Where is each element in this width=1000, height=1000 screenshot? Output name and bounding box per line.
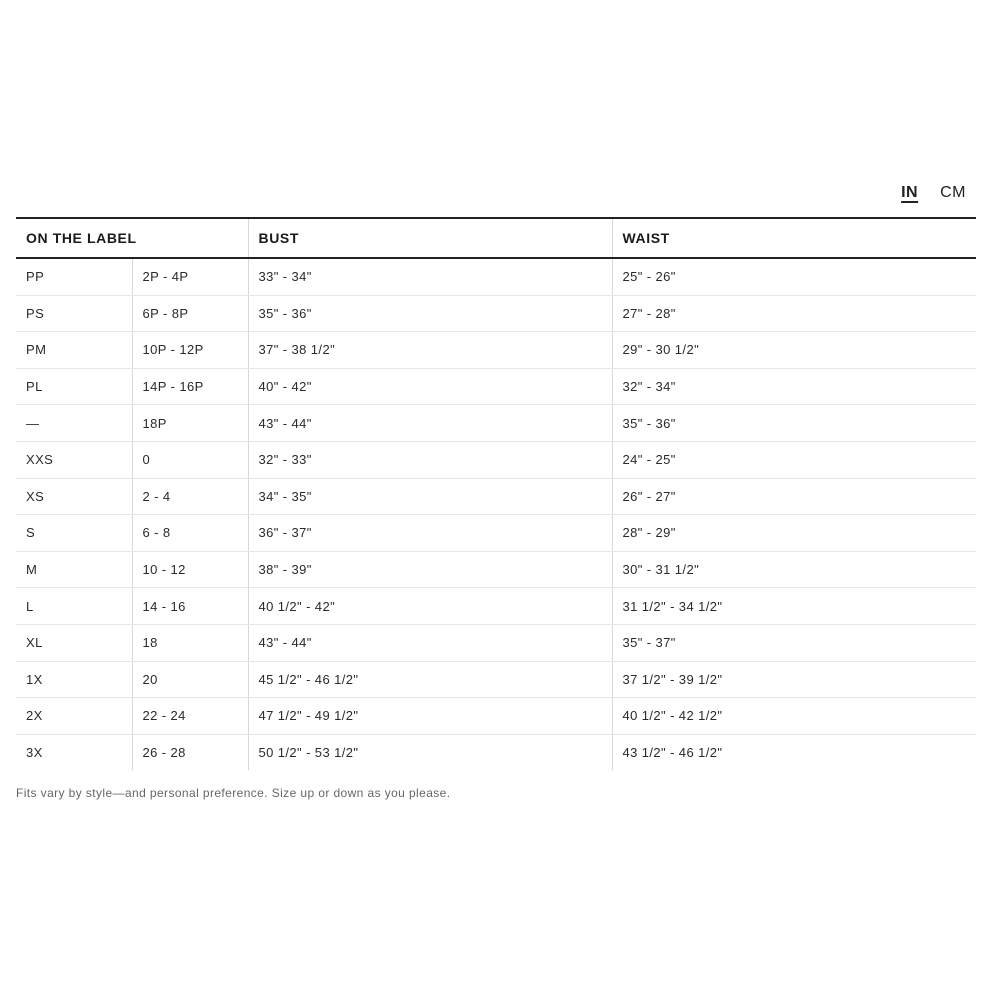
cell-size: 10P - 12P	[132, 332, 248, 369]
table-row	[16, 478, 976, 515]
table-row	[16, 661, 976, 698]
unit-option-in[interactable]: IN	[901, 184, 919, 201]
cell-waist: 35" - 36"	[612, 405, 976, 442]
cell-label: PP	[16, 258, 132, 295]
cell-waist: 35" - 37"	[612, 624, 976, 661]
cell-size: 14P - 16P	[132, 368, 248, 405]
cell-size: 6P - 8P	[132, 295, 248, 332]
size-chart-table	[16, 217, 976, 770]
cell-waist: 29" - 30 1/2"	[612, 332, 976, 369]
cell-bust: 43" - 44"	[248, 624, 612, 661]
cell-bust: 47 1/2" - 49 1/2"	[248, 698, 612, 735]
cell-label: XS	[16, 478, 132, 515]
cell-bust: 34" - 35"	[248, 478, 612, 515]
table-row	[16, 588, 976, 625]
cell-bust: 35" - 36"	[248, 295, 612, 332]
header-on-the-label: ON THE LABEL	[26, 230, 137, 246]
cell-size: 18P	[132, 405, 248, 442]
cell-waist: 28" - 29"	[612, 515, 976, 552]
table-row	[16, 515, 976, 552]
cell-size: 26 - 28	[132, 734, 248, 770]
unit-option-cm[interactable]: CM	[940, 184, 966, 201]
unit-toggle	[901, 184, 966, 202]
table-row	[16, 624, 976, 661]
cell-label: PM	[16, 332, 132, 369]
cell-waist: 24" - 25"	[612, 441, 976, 478]
cell-label: PS	[16, 295, 132, 332]
cell-label: L	[16, 588, 132, 625]
table-row	[16, 295, 976, 332]
cell-label: M	[16, 551, 132, 588]
cell-label: XXS	[16, 441, 132, 478]
cell-bust: 43" - 44"	[248, 405, 612, 442]
header-bust: BUST	[248, 218, 612, 258]
table-header-row	[16, 218, 976, 258]
cell-size: 18	[132, 624, 248, 661]
cell-label: S	[16, 515, 132, 552]
header-waist: WAIST	[612, 218, 976, 258]
cell-label: 3X	[26, 745, 43, 761]
cell-label: —	[16, 405, 132, 442]
fit-footnote: Fits vary by style—and personal preference. Size up or down as you please.	[16, 786, 451, 800]
cell-label: XL	[16, 624, 132, 661]
cell-size: 10 - 12	[132, 551, 248, 588]
cell-waist: 27" - 28"	[612, 295, 976, 332]
cell-bust: 37" - 38 1/2"	[248, 332, 612, 369]
cell-bust: 40" - 42"	[248, 368, 612, 405]
table-body	[16, 258, 976, 770]
cell-bust: 32" - 33"	[248, 441, 612, 478]
cell-waist: 43 1/2" - 46 1/2"	[612, 734, 976, 770]
cell-size: 6 - 8	[132, 515, 248, 552]
cell-size: 14 - 16	[132, 588, 248, 625]
cell-size: 2 - 4	[132, 478, 248, 515]
table-row	[16, 258, 976, 295]
cell-bust: 36" - 37"	[248, 515, 612, 552]
cell-waist: 26" - 27"	[612, 478, 976, 515]
cell-waist: 30" - 31 1/2"	[612, 551, 976, 588]
cell-bust: 38" - 39"	[248, 551, 612, 588]
cell-bust: 40 1/2" - 42"	[248, 588, 612, 625]
cell-waist: 32" - 34"	[612, 368, 976, 405]
cell-size: 2P - 4P	[132, 258, 248, 295]
table-row	[16, 441, 976, 478]
cell-waist: 25" - 26"	[612, 258, 976, 295]
table-row	[16, 698, 976, 735]
table-row	[16, 551, 976, 588]
table-row	[16, 734, 976, 770]
cell-bust: 45 1/2" - 46 1/2"	[248, 661, 612, 698]
cell-waist: 37 1/2" - 39 1/2"	[612, 661, 976, 698]
cell-waist: 31 1/2" - 34 1/2"	[612, 588, 976, 625]
cell-size: 20	[132, 661, 248, 698]
table-row	[16, 405, 976, 442]
cell-bust: 50 1/2" - 53 1/2"	[248, 734, 612, 770]
cell-label: 2X	[16, 698, 132, 735]
table-row	[16, 368, 976, 405]
cell-label: 1X	[16, 661, 132, 698]
cell-waist: 40 1/2" - 42 1/2"	[612, 698, 976, 735]
cell-size: 0	[132, 441, 248, 478]
cell-bust: 33" - 34"	[248, 258, 612, 295]
table-row	[16, 332, 976, 369]
cell-size: 22 - 24	[132, 698, 248, 735]
cell-label: PL	[16, 368, 132, 405]
